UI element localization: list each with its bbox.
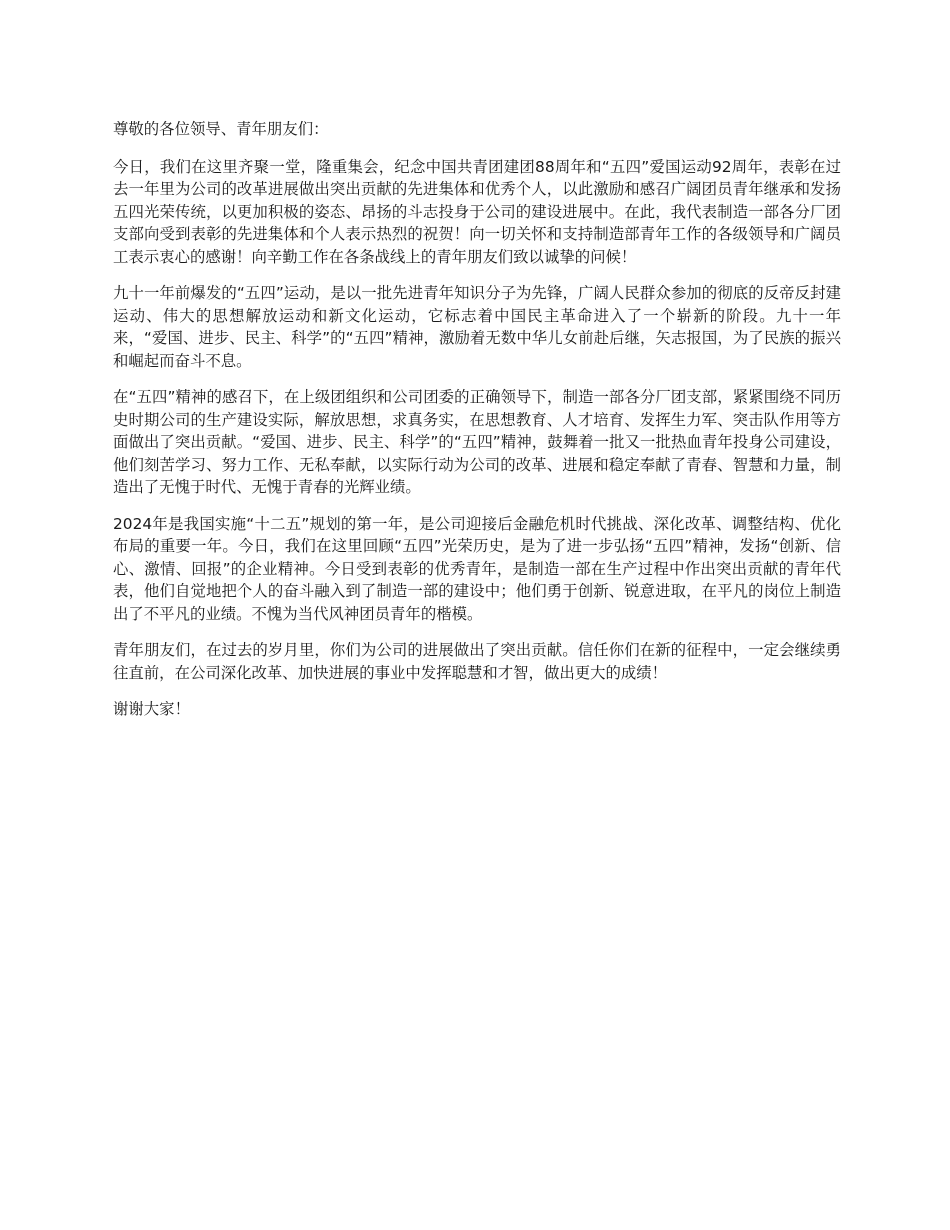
document-body	[113, 118, 841, 735]
paragraph-2: 九十一年前爆发的“五四”运动，是以一批先进青年知识分子为先锋，广阔人民群众参加的彻底的反帝反封建运动、伟大的思想解放运动和新文化运动，它标志着中国民主革命进入了一个崭新的阶段。九十一年来，“爱国、进步、民主、科学”的“五四”精神，激励着无数中华儿女前赴后继，矢志报国，为了民族的振兴和崛起而奋斗不息。	[113, 284, 841, 370]
paragraph-5: 青年朋友们，在过去的岁月里，你们为公司的进展做出了突出贡献。信任你们在新的征程中，一定会继续勇往直前，在公司深化改革、加快进展的事业中发挥聪慧和才智，做出更大的成绩！	[113, 641, 841, 682]
greeting: 尊敬的各位领导、青年朋友们：	[113, 120, 329, 138]
paragraph-1: 今日，我们在这里齐聚一堂，隆重集会，纪念中国共青团建团88周年和“五四”爱国运动92周年，表彰在过去一年里为公司的改革进展做出突出贡献的先进集体和优秀个人，以此激励和感召广阔团员青年继承和发扬五四光荣传统，以更加积极的姿态、昂扬的斗志投身于公司的建设进展中。在此，我代表制造一部各分厂团支部向受到表彰的先进集体和个人表示热烈的祝贺！向一切关怀和支持制造部青年工作的各级领导和广阔员工表示衷心的感谢！向辛勤工作在各条战线上的青年朋友们致以诚挚的问候！	[113, 157, 841, 266]
paragraph-3: 在“五四”精神的感召下，在上级团组织和公司团委的正确领导下，制造一部各分厂团支部，紧紧围绕不同历史时期公司的生产建设实际，解放思想，求真务实，在思想教育、人才培育、发挥生力军、突击队作用等方面做出了突出贡献。“爱国、进步、民主、科学”的“五四”精神，鼓舞着一批又一批热血青年投身公司建设，他们刻苦学习、努力工作、无私奉献，以实际行动为公司的改革、进展和稳定奉献了青春、智慧和力量，制造出了无愧于时代、无愧于青春的光辉业绩。	[113, 388, 841, 496]
closing: 谢谢大家！	[113, 700, 190, 718]
paragraph-4: 2024年是我国实施“十二五”规划的第一年，是公司迎接后金融危机时代挑战、深化改革、调整结构、优化布局的重要一年。今日，我们在这里回顾“五四”光荣历史，是为了进一步弘扬“五四”精神，发扬“创新、信心、激情、回报”的企业精神。今日受到表彰的优秀青年，是制造一部在生产过程中作出突出贡献的青年代表，他们自觉地把个人的奋斗融入到了制造一部的建设中；他们勇于创新、锐意进取，在平凡的岗位上制造出了不平凡的业绩。不愧为当代风神团员青年的楷模。	[113, 514, 841, 623]
